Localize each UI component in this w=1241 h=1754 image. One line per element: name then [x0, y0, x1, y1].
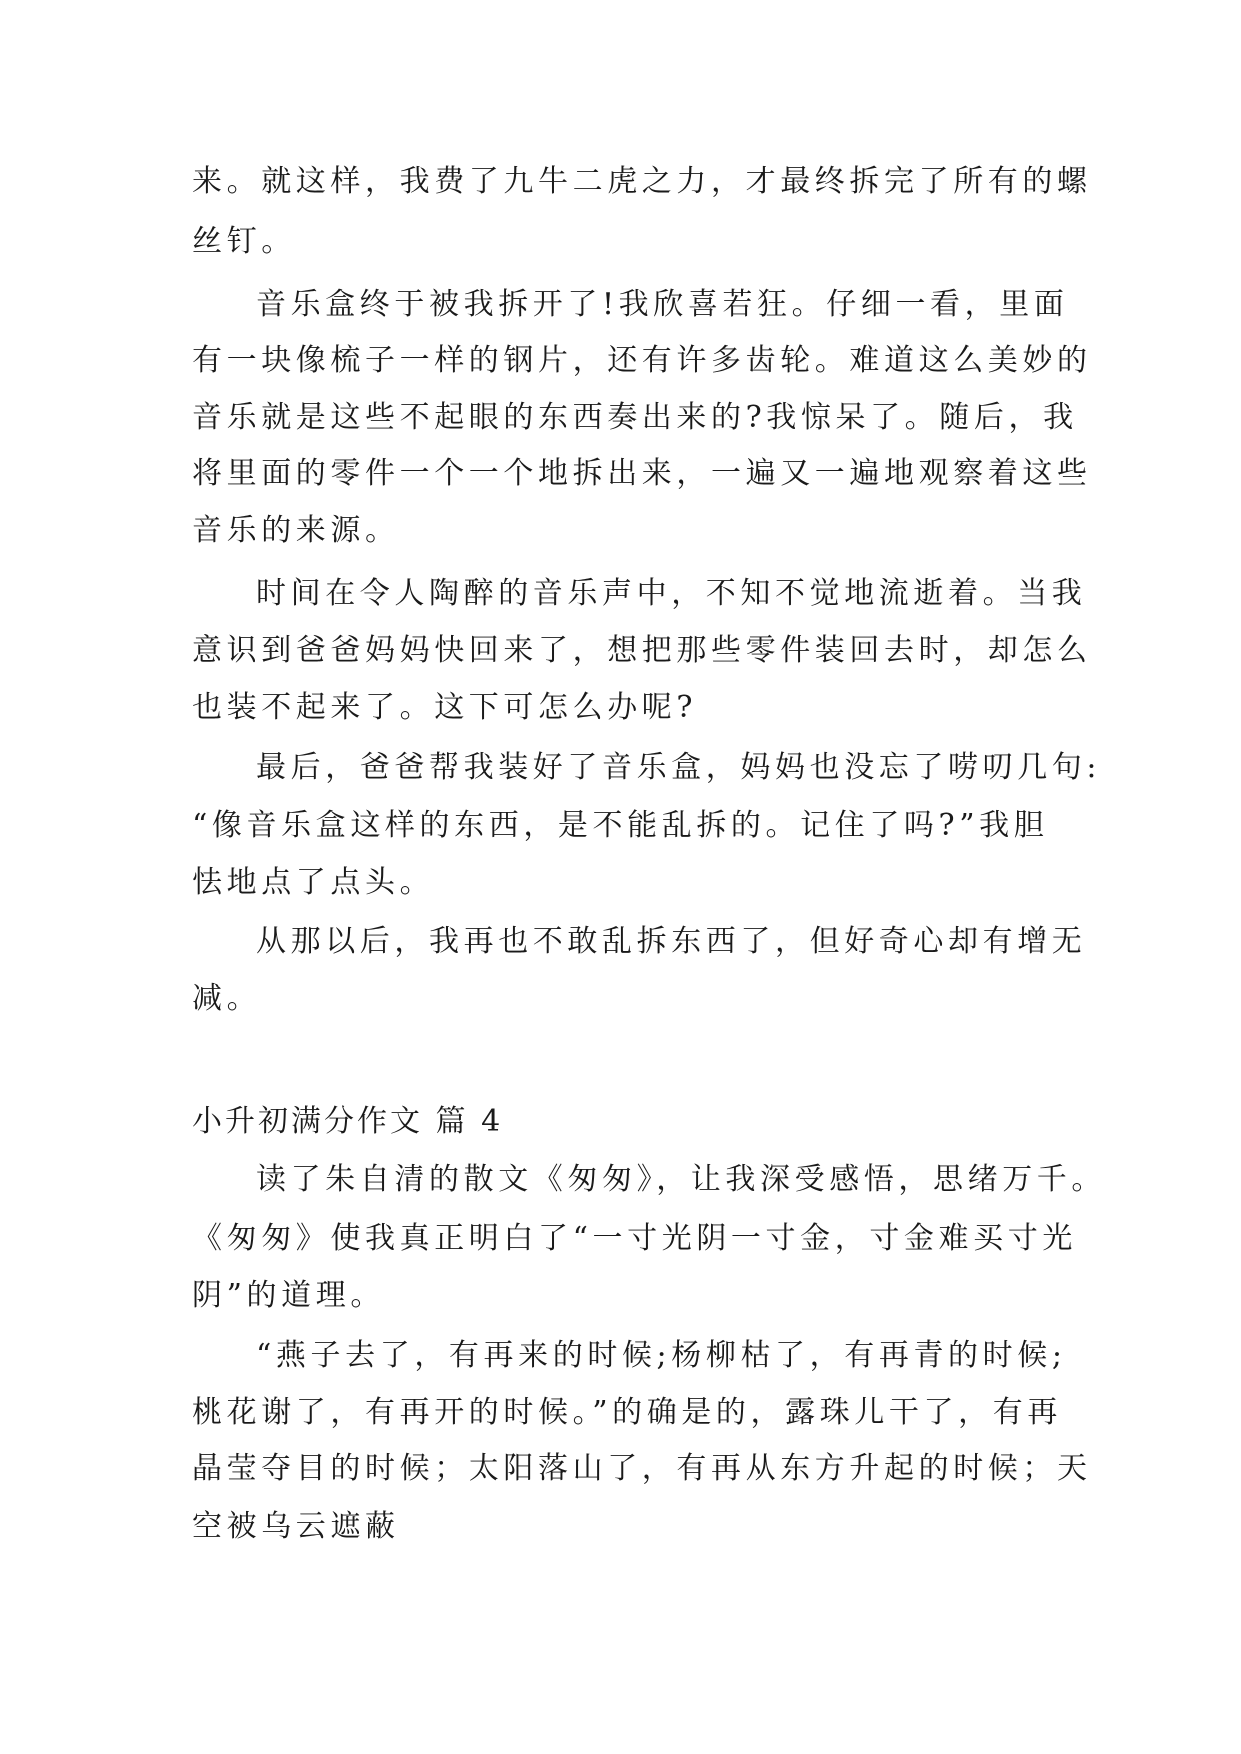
text-line: 怯地点了点头。 — [192, 865, 435, 900]
text-line: 晶莹夺目的时候；太阳落山了，有再从东方升起的时候；天 — [192, 1451, 1092, 1486]
section-heading: 小升初满分作文 篇 4 — [192, 1104, 504, 1139]
text-line: 空被乌云遮蔽 — [192, 1509, 400, 1544]
text-line: “像音乐盒这样的东西，是不能乱拆的。记住了吗?”我胆 — [192, 808, 1049, 843]
text-line: 有一块像梳子一样的钢片，还有许多齿轮。难道这么美妙的 — [192, 343, 1092, 378]
paragraph-first-line: “燕子去了，有再来的时候;杨柳枯了，有再青的时候; — [256, 1338, 1067, 1373]
text-line: 《匆匆》使我真正明白了“一寸光阴一寸金，寸金难买寸光 — [192, 1221, 1077, 1256]
text-line: 音乐就是这些不起眼的东西奏出来的?我惊呆了。随后，我 — [192, 400, 1078, 435]
text-line: 来。就这样，我费了九牛二虎之力，才最终拆完了所有的螺 — [192, 164, 1092, 199]
paragraph-first-line: 读了朱自清的散文《匆匆》，让我深受感悟，思绪万千。 — [256, 1162, 1106, 1197]
text-line: 减。 — [192, 981, 262, 1016]
text-line: 丝钉。 — [192, 224, 296, 259]
text-line: 音乐的来源。 — [192, 513, 400, 548]
paragraph-first-line: 音乐盒终于被我拆开了!我欣喜若狂。仔细一看，里面 — [256, 287, 1069, 322]
text-line: 阴”的道理。 — [192, 1278, 385, 1313]
text-line: 将里面的零件一个一个地拆出来，一遍又一遍地观察着这些 — [192, 456, 1092, 491]
text-line: 也装不起来了。这下可怎么办呢? — [192, 690, 698, 725]
paragraph-first-line: 从那以后，我再也不敢乱拆东西了，但好奇心却有增无 — [256, 924, 1087, 959]
text-line: 桃花谢了，有再开的时候。”的确是的，露珠儿干了，有再 — [192, 1395, 1062, 1430]
paragraph-first-line: 最后，爸爸帮我装好了音乐盒，妈妈也没忘了唠叨几句: — [256, 750, 1102, 785]
text-line: 意识到爸爸妈妈快回来了，想把那些零件装回去时，却怎么 — [192, 633, 1092, 668]
paragraph-first-line: 时间在令人陶醉的音乐声中，不知不觉地流逝着。当我 — [256, 576, 1087, 611]
